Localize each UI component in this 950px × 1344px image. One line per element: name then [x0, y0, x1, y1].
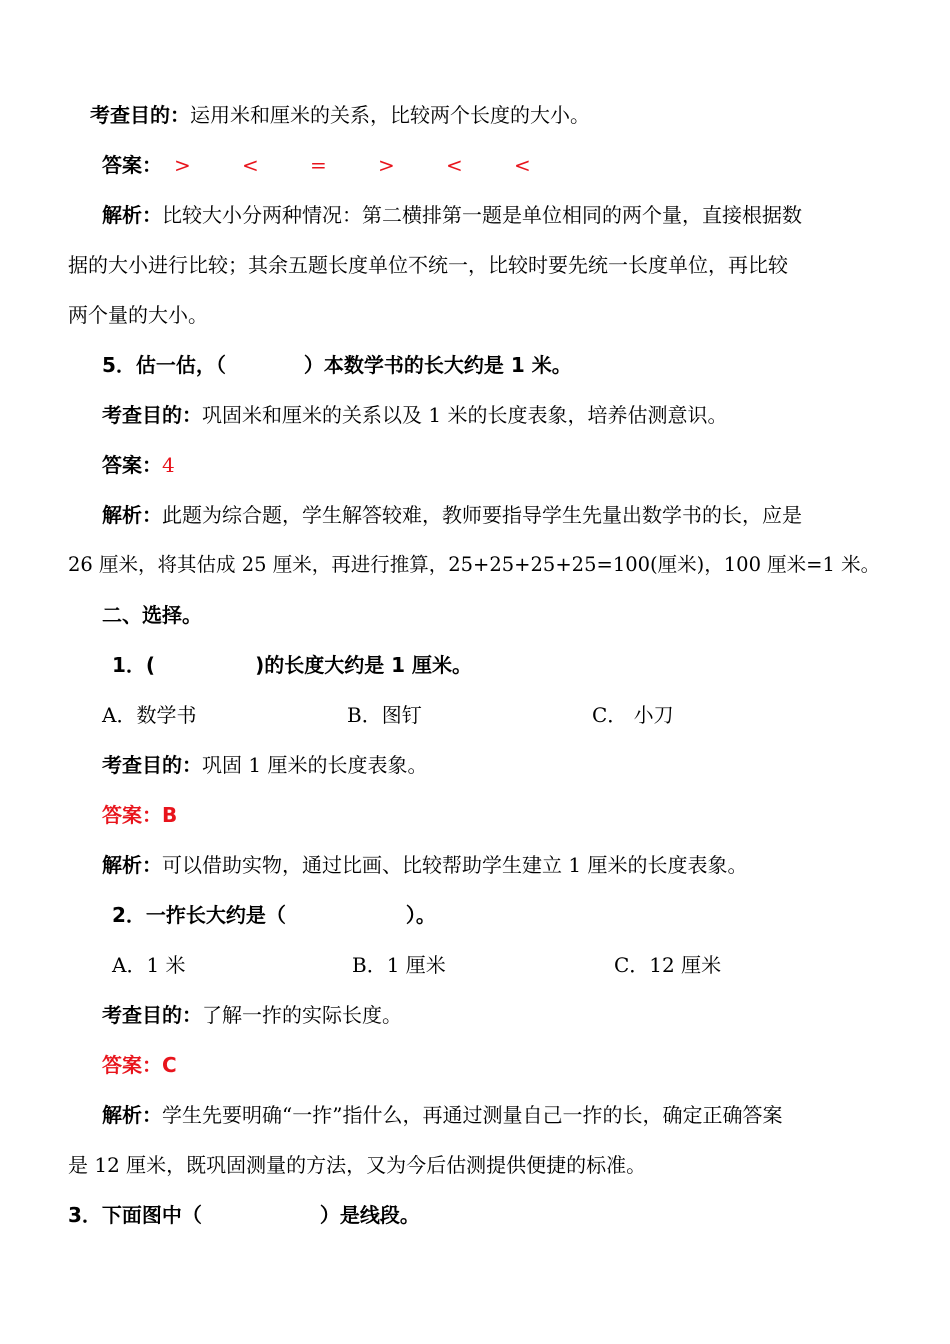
goal-label: 考查目的：	[102, 1003, 202, 1027]
q4-analysis-line1	[102, 200, 922, 230]
c2-analysis-line1	[102, 1100, 922, 1130]
answer-symbol: <	[514, 153, 531, 177]
answer-symbol: >	[378, 153, 395, 177]
q5-analysis-line1	[102, 500, 922, 530]
analysis-text: 此题为综合题，学生解答较难，教师要指导学生先量出数学书的长，应是	[162, 503, 802, 527]
c2-options	[112, 950, 932, 980]
q4-analysis-line3: 两个量的大小。	[68, 303, 208, 327]
option-c: C．12 厘米	[614, 953, 722, 977]
analysis-text: 学生先要明确“一拃”指什么，再通过测量自己一拃的长，确定正确答案	[162, 1103, 783, 1127]
c1-options	[102, 700, 922, 730]
answer-symbol: <	[446, 153, 463, 177]
option-a: A．1 米	[112, 953, 186, 977]
c2-goal	[102, 1000, 922, 1030]
c1-goal	[102, 750, 922, 780]
option-a: A．数学书	[102, 703, 197, 727]
c2-question	[112, 900, 932, 930]
c1-answer: 答案：B	[102, 803, 178, 827]
analysis-label: 解析：	[102, 853, 162, 877]
answer-label: 答案：	[102, 453, 162, 477]
q4-answer	[102, 150, 922, 180]
analysis-label: 解析：	[102, 503, 162, 527]
analysis-text: 比较大小分两种情况：第二横排第一题是单位相同的两个量，直接根据数	[162, 203, 802, 227]
c1-suffix: )的长度大约是 1 厘米。	[255, 653, 473, 677]
analysis-label: 解析：	[102, 203, 162, 227]
goal-text: 了解一拃的实际长度。	[202, 1003, 402, 1027]
c1-question	[112, 650, 932, 680]
q5-prefix: 5．估一估，（	[102, 353, 226, 377]
goal-text: 巩固米和厘米的关系以及 1 米的长度表象，培养估测意识。	[202, 403, 728, 427]
goal-label: 考查目的：	[102, 753, 202, 777]
q5-suffix: ）本数学书的长大约是 1 米。	[303, 353, 572, 377]
c1-prefix: 1．(	[112, 653, 156, 677]
q5-question	[102, 350, 922, 380]
q4-goal	[90, 100, 910, 130]
answer-value: 4	[162, 453, 175, 477]
goal-text: 运用米和厘米的关系，比较两个长度的大小。	[190, 103, 590, 127]
q5-goal	[102, 400, 922, 430]
option-b: B．1 厘米	[352, 953, 446, 977]
c3-question	[68, 1200, 888, 1230]
goal-label: 考查目的：	[90, 103, 190, 127]
c3-suffix: ）是线段。	[319, 1203, 420, 1227]
section-title: 二、选择。	[102, 603, 202, 627]
c2-suffix: ）。	[405, 903, 436, 927]
option-b: B．图钉	[347, 703, 422, 727]
q4-analysis-line2: 据的大小进行比较；其余五题长度单位不统一，比较时要先统一长度单位，再比较	[68, 253, 788, 277]
c1-analysis	[102, 850, 922, 880]
c2-analysis-line2: 是 12 厘米，既巩固测量的方法，又为今后估测提供便捷的标准。	[68, 1153, 647, 1177]
goal-label: 考查目的：	[102, 403, 202, 427]
c2-prefix: 2．一拃长大约是（	[112, 903, 286, 927]
c3-prefix: 3．下面图中（	[68, 1203, 202, 1227]
analysis-label: 解析：	[102, 1103, 162, 1127]
answer-symbol: <	[242, 153, 259, 177]
q5-answer	[102, 450, 922, 480]
answer-symbol: >	[174, 153, 191, 177]
goal-text: 巩固 1 厘米的长度表象。	[202, 753, 428, 777]
c2-answer: 答案：C	[102, 1053, 177, 1077]
option-c: C． 小刀	[592, 703, 674, 727]
q5-analysis-line2: 26 厘米，将其估成 25 厘米，再进行推算，25+25+25+25=100(厘米)，100 厘米=1 米。	[68, 553, 881, 576]
analysis-text: 可以借助实物，通过比画、比较帮助学生建立 1 厘米的长度表象。	[162, 853, 748, 877]
answer-label: 答案：	[102, 153, 162, 177]
answer-symbol: =	[310, 153, 327, 177]
